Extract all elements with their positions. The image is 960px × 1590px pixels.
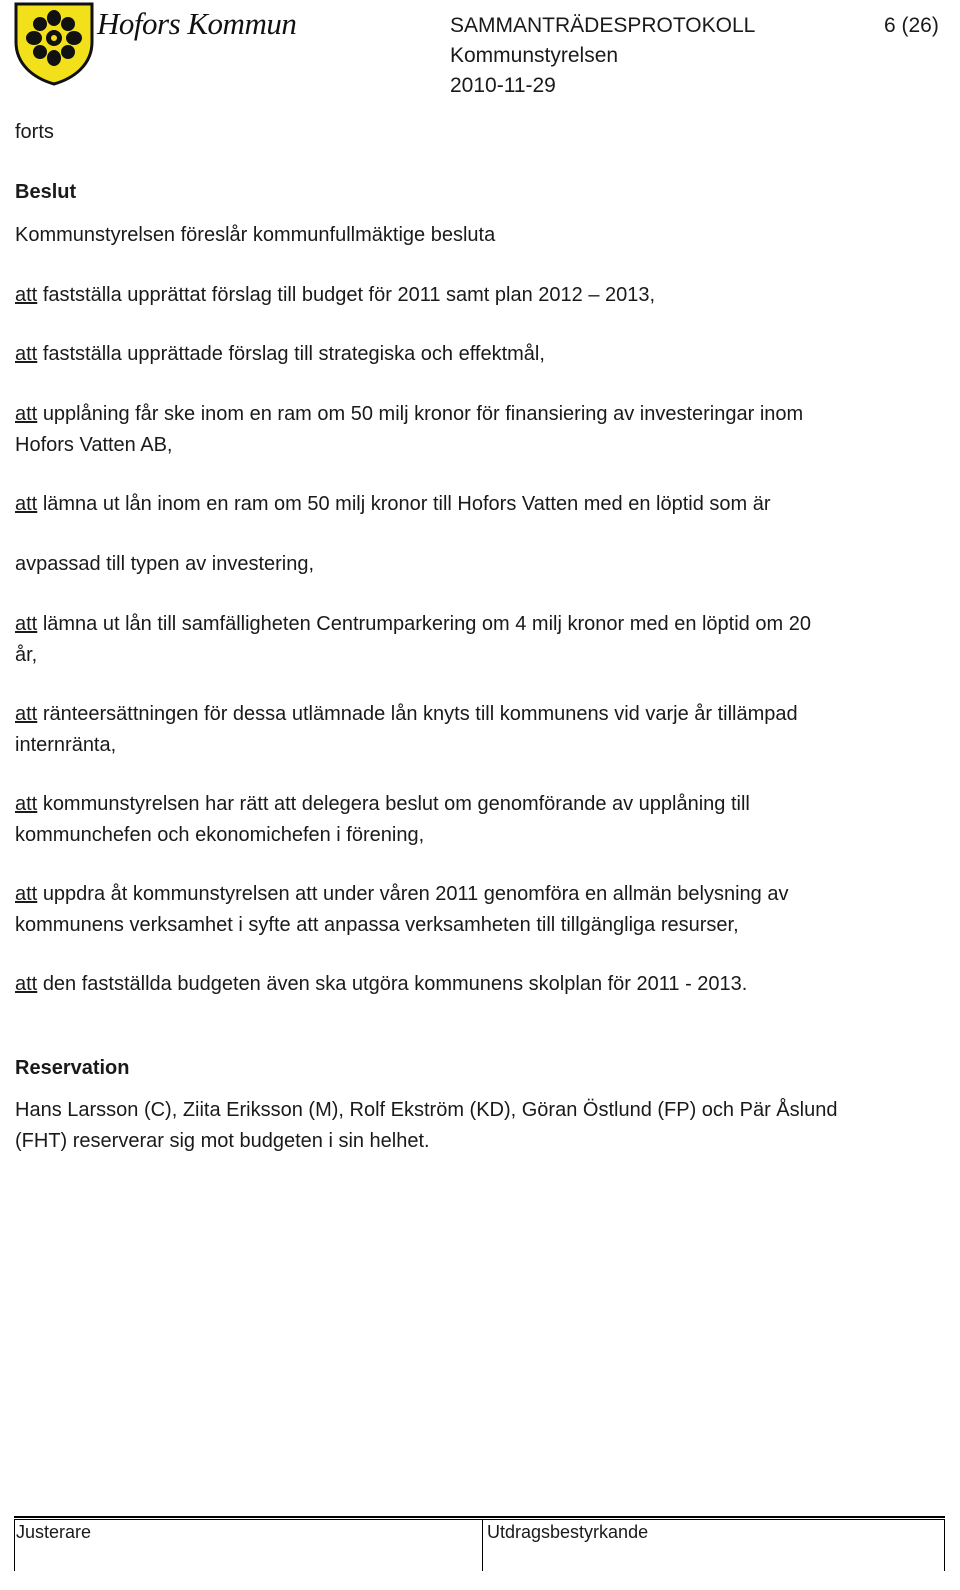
item-text-continued: kommunens verksamhet i syfte att anpassa verksamheten till tillgängliga resurser, (15, 914, 739, 936)
att-word: att (15, 403, 38, 425)
decision-item (15, 789, 750, 851)
att-word: att (15, 883, 38, 905)
footer-divider (944, 1519, 945, 1571)
item-text: fastställa upprättade förslag till strategiska och effektmål, (42, 343, 545, 365)
item-text: avpassad till typen av investering, (15, 553, 315, 575)
reservation-line: (FHT) reserverar sig mot budgeten i sin helhet. (15, 1130, 430, 1152)
decision-item (15, 339, 545, 370)
decision-item (15, 280, 655, 311)
reservation-heading: Reservation (15, 1057, 130, 1079)
item-text: lämna ut lån inom en ram om 50 milj kronor till Hofors Vatten med en löptid som är (42, 493, 771, 515)
footer-divider (482, 1519, 483, 1571)
decision-item (15, 699, 798, 761)
att-word: att (15, 493, 38, 515)
item-text-continued: Hofors Vatten AB, (15, 434, 173, 456)
att-word: att (15, 613, 38, 635)
footer-rule-thin (14, 1519, 945, 1520)
item-text-continued: år, (15, 644, 38, 666)
decision-item (15, 609, 811, 671)
item-text: den fastställda budgeten även ska utgöra kommunens skolplan för 2011 - 2013. (42, 973, 748, 995)
footer-rule (14, 1516, 945, 1518)
footer-divider (14, 1519, 15, 1571)
decision-item (15, 969, 747, 1000)
item-text: lämna ut lån till samfälligheten Centrumparkering om 4 milj kronor med en löptid om 20 (42, 613, 811, 635)
footer-utdrag-label: Utdragsbestyrkande (487, 1522, 649, 1542)
att-word: att (15, 703, 38, 725)
committee-name: Kommunstyrelsen (450, 44, 619, 67)
decision-item (15, 879, 788, 941)
att-word: att (15, 284, 38, 306)
att-word: att (15, 973, 38, 995)
item-text: ränteersättningen för dessa utlämnade lån knyts till kommunens vid varje år tillämpad (42, 703, 798, 725)
decision-item (15, 399, 803, 461)
item-text-continued: internränta, (15, 734, 117, 756)
reservation-line: Hans Larsson (C), Ziita Eriksson (M), Rolf Ekström (KD), Göran Östlund (FP) och Pär Åslund (15, 1099, 838, 1121)
decision-heading: Beslut (15, 181, 77, 203)
item-text: upplåning får ske inom en ram om 50 milj kronor för finansiering av investeringar inom (42, 403, 804, 425)
decision-intro: Kommunstyrelsen föreslår kommunfullmäktige besluta (15, 224, 496, 246)
item-text: fastställa upprättat förslag till budget för 2011 samt plan 2012 – 2013, (42, 284, 656, 306)
coat-of-arms-icon (13, 2, 95, 86)
decision-item (15, 489, 771, 520)
page-number: 6 (26) (884, 14, 939, 37)
meeting-date: 2010-11-29 (450, 74, 556, 97)
footer-justerare-label: Justerare (16, 1522, 92, 1542)
municipality-name: Hofors Kommun (97, 6, 297, 41)
att-word: att (15, 343, 38, 365)
decision-item-continued (15, 549, 314, 580)
document-type: SAMMANTRÄDESPROTOKOLL (450, 14, 756, 37)
att-word: att (15, 793, 38, 815)
item-text: kommunstyrelsen har rätt att delegera beslut om genomförande av upplåning till (42, 793, 750, 815)
item-text: uppdra åt kommunstyrelsen att under våren 2011 genomföra en allmän belysning av (42, 883, 789, 905)
reservation-text (15, 1095, 837, 1157)
continued-label: forts (15, 121, 54, 143)
item-text-continued: kommunchefen och ekonomichefen i förening, (15, 824, 425, 846)
